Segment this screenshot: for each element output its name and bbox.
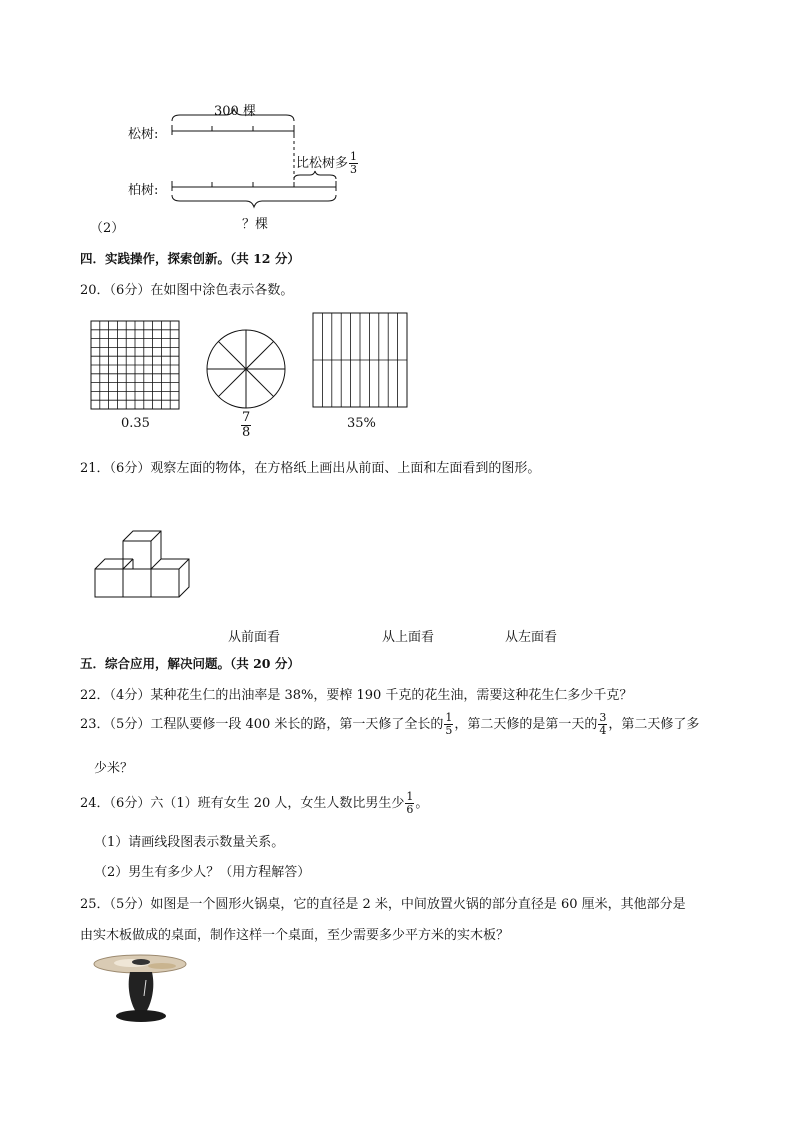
- grid-label: 0.35: [121, 416, 150, 431]
- question-22: 22．（4分）某种花生仁的出油率是 38%，要榨 190 千克的花生油，需要这种花生仁多少千克？: [80, 688, 633, 703]
- line-segment-diagram: [90, 95, 400, 236]
- part-label: （2）: [90, 221, 125, 236]
- front-view-label: 从前面看: [228, 630, 281, 645]
- section-4-title: 四．实践操作，探索创新。（共 12 分）: [80, 251, 300, 266]
- circle-eighths[interactable]: [205, 328, 287, 410]
- strip-label: 35%: [347, 416, 376, 431]
- cube-stack: [90, 525, 190, 605]
- compare-label: [296, 151, 359, 176]
- question-25-line2: 由实木板做成的桌面，制作这样一个桌面，至少需要多少平方米的实木板？: [80, 928, 510, 943]
- question-24: 24．（6分）六（1）班有女生 20 人，女生人数比男生少 $\frac{1}{6}$ 。: [80, 790, 429, 816]
- total-label: 300 棵: [214, 104, 256, 119]
- hundred-grid[interactable]: [90, 320, 182, 410]
- question-24-sub2: （2）男生有多少人？（用方程解答）: [94, 865, 311, 880]
- hotpot-table-image: [92, 950, 198, 1026]
- compare-text: 比松树多: [296, 156, 349, 171]
- pine-label: 松树:: [128, 127, 159, 142]
- question-23-line2: 少米？: [94, 761, 134, 776]
- circle-label: $\frac{7}{8}$: [242, 410, 251, 440]
- cypress-label: 柏树:: [128, 183, 159, 198]
- question-23: 23．（5分）工程队要修一段 400 米长的路，第一天修了全长的 $\frac{1}{5}$ ，第二天修的是第一天的 $\frac{3}{4}$ ，第二天修了多: [80, 711, 700, 737]
- question-20: 20．（6分）在如图中涂色表示各数。: [80, 283, 294, 298]
- question-24-sub1: （1）请画线段图表示数量关系。: [94, 835, 285, 850]
- top-view-label: 从上面看: [382, 630, 435, 645]
- left-view-label: 从左面看: [505, 630, 558, 645]
- compare-fraction: $\frac{1}{3}$: [350, 150, 358, 176]
- strip-rectangle[interactable]: [312, 312, 410, 410]
- question-21: 21．（6分）观察左面的物体，在方格纸上画出从前面、上面和左面看到的图形。: [80, 461, 541, 476]
- question-25-line1: 25．（5分）如图是一个圆形火锅桌，它的直径是 2 米，中间放置火锅的部分直径是 60 厘米，其他部分是: [80, 897, 686, 912]
- unknown-label: ？棵: [242, 217, 269, 232]
- section-5-title: 五．综合应用，解决问题。（共 20 分）: [80, 656, 300, 671]
